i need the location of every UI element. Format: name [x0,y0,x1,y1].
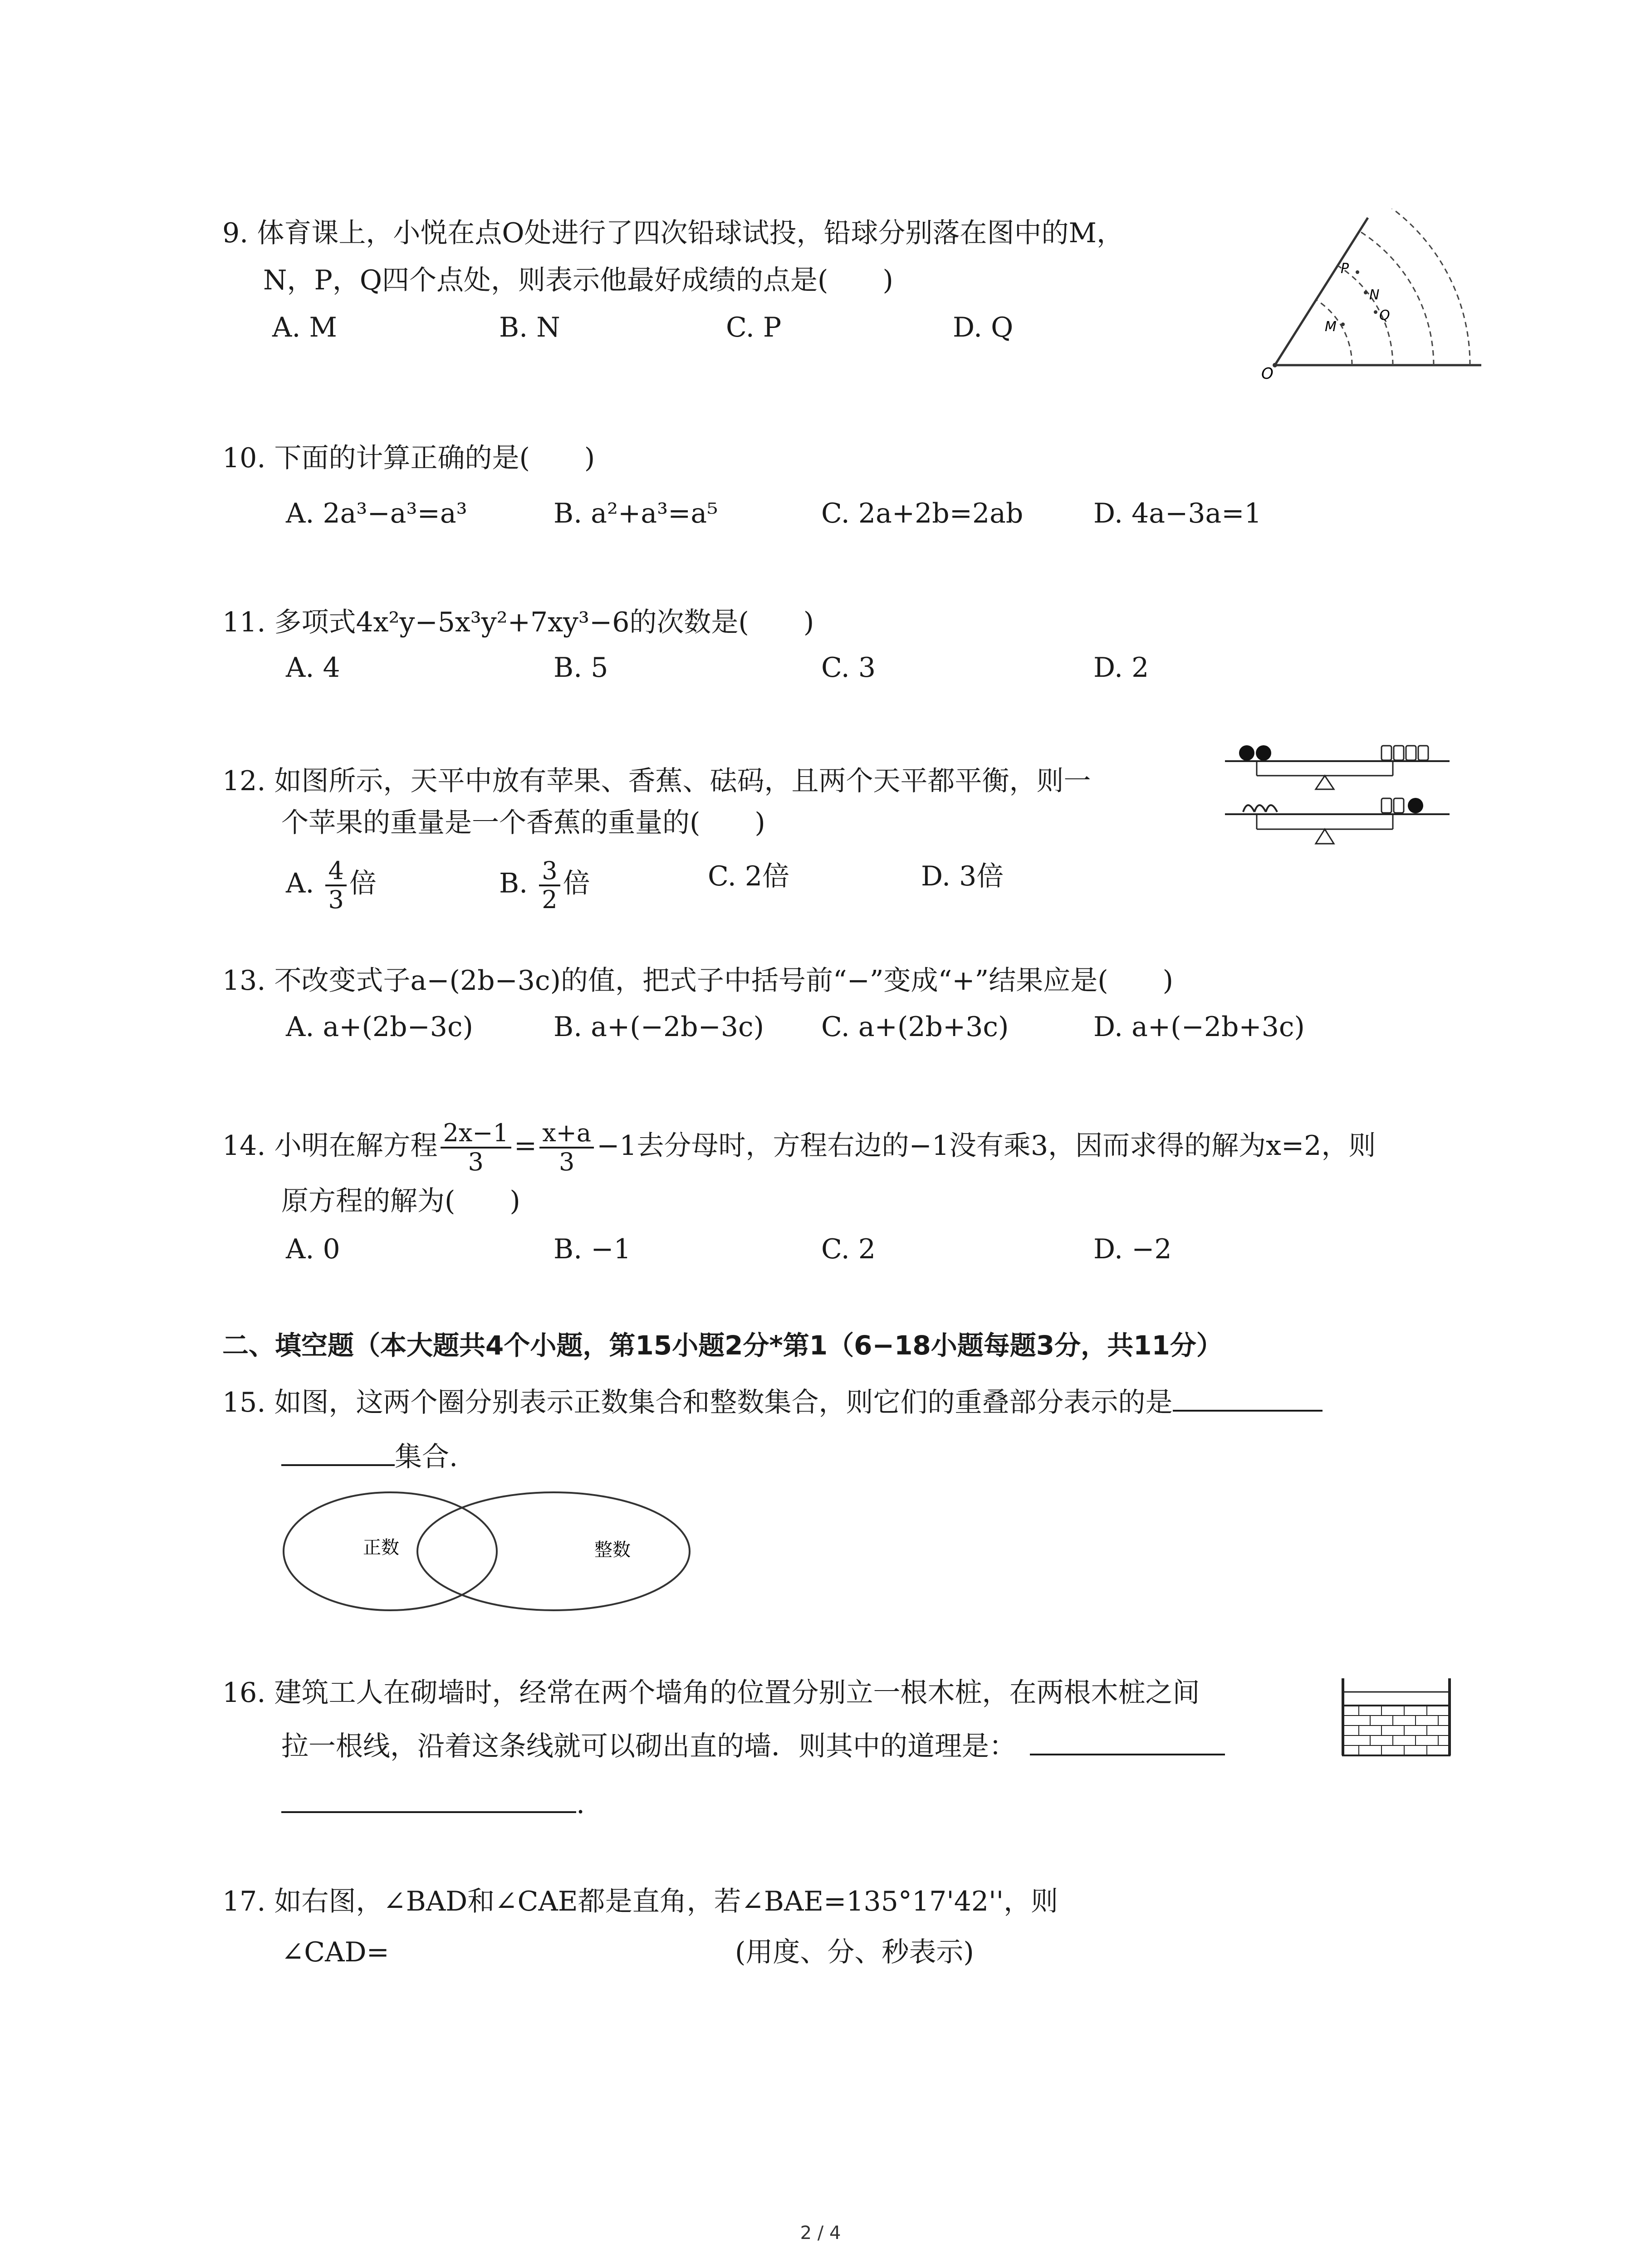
q14-options [286,1230,1329,1268]
q10-option-d: D. 4a−3a=1 [1093,498,1262,529]
q9-throw-figure [1257,209,1493,381]
q15-answer-blank-1[interactable] [1173,1410,1323,1412]
q10-option-a: A. 2a³−a³=a³ [286,498,467,529]
q10-stem: 10. 下面的计算正确的是( ) [222,442,595,474]
q10-options [286,494,1329,533]
q11-option-b: B. 5 [554,652,608,684]
q15-line1: 15. 如图，这两个圈分别表示正数集合和整数集合，则它们的重叠部分表示的是 [222,1383,1323,1422]
q16-brick-wall-figure [1338,1674,1456,1765]
q16-answer-blank-2[interactable] [281,1811,576,1813]
q11-options [286,649,1329,687]
section2-title: 二、填空题（本大题共4个小题，第15小题2分*第1（6−18小题每题3分，共11分） [222,1330,1223,1361]
q9-line2: N，P，Q四个点处，则表示他最好成绩的点是( ) [263,264,893,296]
q12-balance-figure [1220,739,1456,853]
q15-venn-left-label: 正数 [363,1537,399,1558]
q17-line1: 17. 如右图，∠BAD和∠CAE都是直角，若∠BAE=135°17'42''，则 [222,1886,1058,1917]
q13-option-c: C. a+(2b+3c) [821,1011,1009,1043]
q14-option-a: A. 0 [286,1233,340,1265]
q15-line2: 集合. [281,1438,458,1476]
q9-figure-label-o: O [1261,365,1274,381]
q14-fraction-right: $\frac{x+a}{3}$ [539,1119,594,1176]
q9-option-d: D. Q [953,312,1014,343]
q9-figure-label-n: N [1369,287,1380,303]
q17-unit-note: (用度、分、秒表示) [735,1936,974,1968]
q9-options [272,308,1089,347]
q12-option-b-fraction: $\frac{3}{2}$ [539,857,560,914]
q16-answer-blank-1[interactable] [1030,1754,1225,1755]
q14-option-d: D. −2 [1093,1233,1172,1265]
q12-option-a-fraction: $\frac{4}{3}$ [325,857,346,914]
q9-figure-label-p: P [1341,261,1349,277]
q9-line1: 9. 体育课上，小悦在点O处进行了四次铅球试投，铅球分别落在图中的M， [222,217,1124,249]
q9-figure-label-q: Q [1379,308,1390,323]
q16-line2: 拉一根线，沿着这条线就可以砌出直的墙．则其中的道理是： [281,1727,1225,1765]
q15-venn-right-label: 整数 [594,1540,631,1560]
q12-option-b: B. $\frac{3}{2}$ 倍 [499,856,590,914]
q14-line1: 14. 小明在解方程 $\frac{2x-1}{3}$ = $\frac{x+a}{3}$ −1去分母时，方程右边的−1没有乘3，因而求得的解为x=2，则 [222,1119,1376,1177]
q16-line3: . [281,1785,585,1823]
q14-option-c: C. 2 [821,1233,876,1265]
q10-option-c: C. 2a+2b=2ab [821,498,1024,529]
q12-option-c: C. 2倍 [708,860,790,892]
q13-options [286,1008,1329,1046]
q12-options [286,845,1148,914]
q14-option-b: B. −1 [554,1233,631,1265]
q11-option-a: A. 4 [286,652,340,684]
q13-option-b: B. a+(−2b−3c) [554,1011,764,1043]
q9-option-b: B. N [499,312,560,343]
q10-option-b: B. a²+a³=a⁵ [554,498,718,529]
q9-figure-label-m: M [1325,319,1337,335]
q14-line2: 原方程的解为( ) [281,1185,520,1217]
q14-fraction-left: $\frac{2x-1}{3}$ [441,1119,511,1176]
q16-line1: 16. 建筑工人在砌墙时，经常在两个墙角的位置分别立一根木桩，在两根木桩之间 [222,1677,1200,1709]
q15-answer-blank-2[interactable] [281,1464,395,1466]
q13-option-d: D. a+(−2b+3c) [1093,1011,1305,1043]
q12-line1: 12. 如图所示，天平中放有苹果、香蕉、砝码，且两个天平都平衡，则一 [222,765,1091,797]
q12-line2: 个苹果的重量是一个香蕉的重量的( ) [281,807,765,839]
q11-option-d: D. 2 [1093,652,1149,684]
q13-stem: 13. 不改变式子a−(2b−3c)的值，把式子中括号前“−”变成“+”结果应是( ) [222,965,1174,997]
q15-venn-diagram [277,1483,721,1619]
q13-option-a: A. a+(2b−3c) [286,1011,473,1043]
page-number: 2 / 4 [800,2223,841,2244]
q12-option-d: D. 3倍 [921,860,1004,892]
q11-stem: 11. 多项式4x²y−5x³y²+7xy³−6的次数是( ) [222,606,814,638]
q9-option-a: A. M [272,312,337,343]
q12-option-a: A. $\frac{4}{3}$ 倍 [286,856,377,914]
q9-option-c: C. P [726,312,782,343]
q11-option-c: C. 3 [821,652,876,684]
q17-line2: ∠CAD= (用度、分、秒表示) [281,1933,1053,1971]
